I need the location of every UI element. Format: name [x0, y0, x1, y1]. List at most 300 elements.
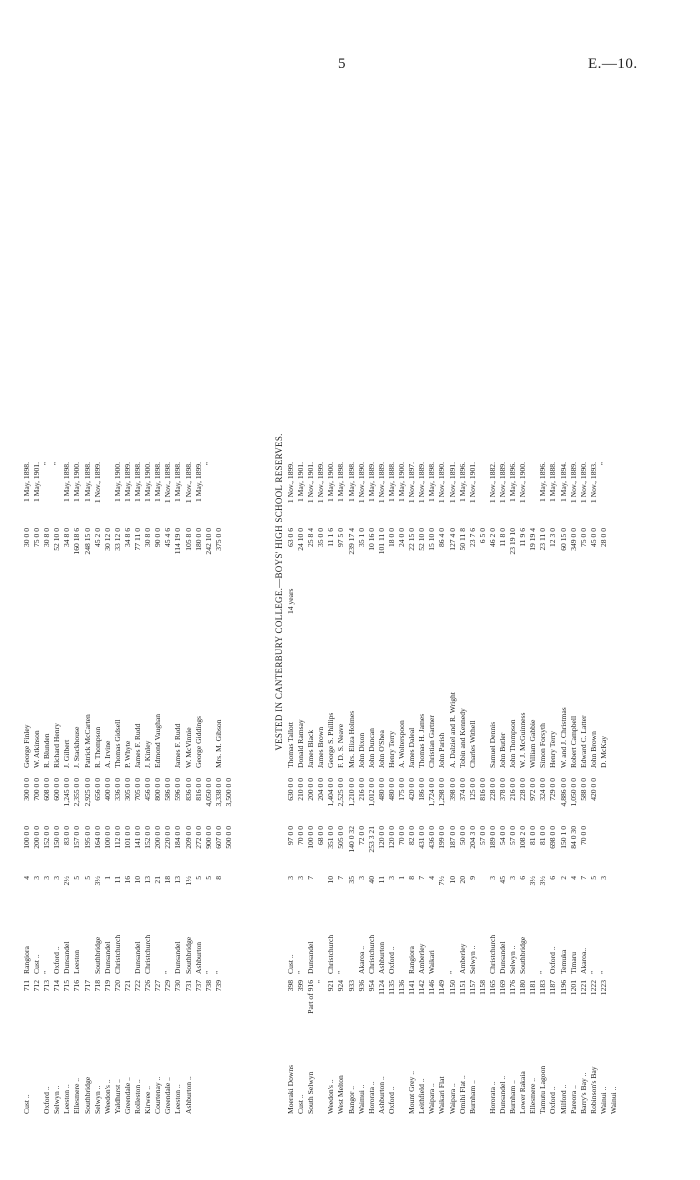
- table-cell: 3: [32, 876, 42, 880]
- table-cell: 1 Nov., 1890.: [578, 462, 588, 504]
- column-commenced: [22, 462, 224, 522]
- table-cell: Christian Gartner: [427, 715, 437, 768]
- table-cell: 81 0 0: [538, 826, 548, 845]
- table-cell: [397, 904, 407, 974]
- table-cell: [72, 574, 82, 614]
- table-cell: Charles Withell: [467, 720, 477, 768]
- table-cell: 14 years: [286, 588, 295, 614]
- table-cell: 596 0 0: [173, 778, 183, 801]
- table-cell: Thomas Tallott: [286, 722, 295, 768]
- table-cell: 1: [102, 876, 112, 880]
- table-cell: [133, 574, 143, 614]
- table-cell: 1151: [457, 980, 467, 995]
- table-cell: 19 19 4: [528, 528, 538, 551]
- table-cell: Edward C. Latter: [578, 715, 588, 768]
- table-cell: 1222: [588, 980, 598, 996]
- table-cell: 305 0 0: [122, 778, 132, 801]
- table-cell: 228 0 0: [487, 778, 497, 801]
- table-cell: [478, 876, 488, 900]
- table-cell: W. Atkinson: [32, 730, 42, 768]
- table-cell: 600 0 0: [52, 778, 62, 801]
- table-cell: Southbridge: [518, 936, 528, 974]
- table-cell: [538, 574, 548, 614]
- table-cell: ": [538, 970, 548, 974]
- table-cell: 23 7 6: [467, 528, 477, 547]
- table-cell: 705 0 0: [133, 778, 143, 801]
- table-cell: 1,050 0 0: [568, 778, 578, 807]
- column-value: [22, 778, 234, 822]
- table-cell: 7: [417, 876, 427, 880]
- table-cell: 349 0 0: [568, 528, 578, 551]
- table-cell: 3: [508, 876, 518, 880]
- table-cell: 722: [133, 980, 143, 992]
- table-cell: 16: [122, 876, 132, 884]
- table-cell: 1 May, 1899.: [122, 462, 132, 503]
- column-area: [286, 826, 589, 868]
- table-cell: 204 3 0: [467, 826, 477, 849]
- column-term: [22, 876, 224, 900]
- table-cell: Greendale ..: [122, 1077, 132, 1114]
- table-cell: Leeston ..: [62, 1084, 72, 1114]
- table-cell: 7: [578, 876, 588, 880]
- table-cell: [204, 574, 214, 614]
- table-cell: [316, 574, 326, 614]
- table-cell: ": [447, 970, 457, 974]
- table-cell: 140 0 32: [346, 826, 356, 853]
- table-cell: 184 0 0: [173, 826, 183, 849]
- table-cell: 157 0 0: [72, 826, 82, 849]
- table-cell: 933: [346, 980, 356, 992]
- table-cell: 45: [497, 876, 507, 884]
- table-cell: 112 0 0: [112, 826, 122, 849]
- table-cell: Selwyn ..: [467, 945, 477, 974]
- table-cell: Ellesmere ..: [528, 1077, 538, 1114]
- table-cell: [194, 1036, 204, 1114]
- table-cell: Oxford ..: [548, 1086, 558, 1114]
- table-cell: 1 May, 1898.: [82, 462, 92, 503]
- table-cell: Ashburton: [193, 941, 203, 974]
- table-cell: Ashburton ..: [183, 1076, 193, 1114]
- table-cell: Southbridge: [92, 936, 102, 974]
- table-cell: R. Blunden: [42, 733, 52, 768]
- table-cell: 1 Nov., 1890.: [437, 462, 447, 504]
- table-cell: 20: [457, 876, 467, 884]
- table-cell: Selwyn ..: [52, 1085, 62, 1114]
- table-cell: 1124: [376, 980, 386, 995]
- table-cell: Southbridge: [183, 936, 193, 974]
- table-cell: [569, 574, 579, 614]
- table-cell: Temuka: [558, 949, 568, 974]
- table-cell: 8: [407, 876, 417, 880]
- table-cell: 77 11 0: [133, 528, 143, 551]
- table-cell: 5: [203, 876, 213, 880]
- table-cell: 1176: [508, 980, 518, 995]
- table-cell: 726: [143, 980, 153, 992]
- table-cell: 3: [52, 876, 62, 880]
- table-cell: [123, 904, 133, 974]
- table-cell: 714: [52, 980, 62, 992]
- table-cell: 3,338 0 0: [213, 778, 223, 807]
- table-cell: J. Stackhouse: [72, 726, 82, 768]
- table-cell: [296, 574, 306, 614]
- table-cell: [194, 574, 204, 614]
- table-cell: ": [163, 970, 173, 974]
- table-cell: 83 0 0: [62, 826, 72, 845]
- table-cell: 816 0 0: [193, 778, 203, 801]
- table-cell: Selwyn ..: [92, 1085, 102, 1114]
- table-cell: 730: [173, 980, 183, 992]
- table-cell: [123, 574, 133, 614]
- table-cell: James Daleal: [407, 727, 417, 768]
- table-cell: 1 May, 1900.: [397, 462, 407, 503]
- table-cell: 57 0 0: [477, 826, 487, 845]
- column-district: [286, 1036, 619, 1114]
- table-cell: 1 Nov., 1889.: [417, 462, 427, 504]
- table-cell: 3: [356, 876, 366, 880]
- table-cell: [103, 574, 113, 614]
- table-cell: 7½: [437, 876, 447, 886]
- table-cell: 1 May, 1899.: [193, 462, 203, 503]
- table-cell: 248 15 0: [82, 528, 92, 555]
- table-cell: Oxford ..: [386, 946, 396, 974]
- table-cell: [184, 574, 194, 614]
- table-cell: James F. Rudd: [133, 723, 143, 768]
- table-cell: [52, 574, 62, 614]
- table-cell: Richard Henry: [52, 723, 62, 768]
- table-cell: 698 0 0: [548, 826, 558, 849]
- table-cell: Amberley: [417, 943, 427, 974]
- table-cell: 936: [356, 980, 366, 992]
- table-cell: 11 8 0: [497, 528, 507, 547]
- table-cell: W. J. McGuinness: [518, 712, 528, 768]
- table-cell: 15 10 0: [427, 528, 437, 551]
- table-cell: Patrick McCarten: [82, 714, 92, 768]
- table-cell: 1 May, 1898.: [346, 462, 356, 503]
- table-cell: [518, 574, 528, 614]
- table-cell: [599, 574, 609, 614]
- table-cell: [478, 574, 488, 614]
- table-cell: Cust ..: [296, 1094, 306, 1114]
- table-cell: 220 0 0: [163, 826, 173, 849]
- column-period: [286, 574, 609, 614]
- table-cell: 30 8 0: [143, 528, 153, 547]
- table-cell: 189 0 0: [487, 826, 497, 849]
- table-cell: J. Kinley: [143, 740, 153, 768]
- table-cell: 398 0 0: [447, 778, 457, 801]
- table-cell: 90 0 0: [153, 528, 163, 547]
- table-cell: 209 0 0: [183, 826, 193, 849]
- table-cell: [397, 574, 407, 614]
- table-cell: 84 0 30: [568, 826, 578, 849]
- table-cell: [397, 1036, 407, 1114]
- table-cell: Dunsandel ..: [497, 1075, 507, 1114]
- table-cell: 420 0 0: [588, 778, 598, 801]
- column-road-district: [22, 904, 224, 974]
- table-cell: 739: [213, 980, 223, 992]
- table-cell: ": [336, 970, 346, 974]
- table-cell: [22, 574, 32, 614]
- table-cell: Cust ..: [286, 954, 295, 974]
- table-cell: 18: [163, 876, 173, 884]
- table-cell: R. Thompson: [92, 726, 102, 768]
- table-cell: 52 10 0: [417, 528, 427, 551]
- table-cell: 1158: [477, 980, 487, 995]
- table-cell: 75 0 0: [32, 528, 42, 547]
- table-cell: 924: [336, 980, 346, 992]
- table-cell: 6: [548, 876, 558, 880]
- table-cell: 24 10 0: [296, 528, 306, 551]
- table-cell: 1187: [548, 980, 558, 995]
- table-cell: 8: [213, 876, 223, 880]
- table-cell: 13: [143, 876, 153, 884]
- table-cell: 608 0 0: [42, 778, 52, 801]
- table-cell: 1 May, 1901.: [296, 462, 306, 503]
- table-cell: George Giddings: [193, 716, 203, 768]
- table-cell: James Brown: [316, 726, 326, 768]
- table-cell: 72 0 0: [356, 826, 366, 845]
- table-cell: 607 0 0: [213, 826, 223, 849]
- table-cell: Ashburton ..: [376, 1076, 386, 1114]
- table-cell: 1157: [467, 980, 477, 995]
- table-cell: 712: [32, 980, 42, 992]
- table-cell: 101 0 0: [122, 826, 132, 849]
- table-cell: William Gabbie: [528, 719, 538, 768]
- table-section-2: [286, 70, 676, 1114]
- table-cell: 10: [326, 876, 336, 884]
- table-cell: 700 0 0: [32, 778, 42, 801]
- table-cell: [153, 574, 163, 614]
- table-cell: [163, 574, 173, 614]
- table-cell: Robert Campbell: [568, 715, 578, 768]
- table-cell: 1,012 0 0: [366, 778, 376, 807]
- table-cell: 4: [568, 876, 578, 880]
- table-cell: 100 0 0: [102, 826, 112, 849]
- table-cell: 1135: [386, 980, 396, 995]
- table-cell: 378 0 0: [497, 778, 507, 801]
- table-cell: 30 8 0: [42, 528, 52, 547]
- table-cell: 1 May, 1896.: [508, 462, 518, 503]
- table-cell: 1150: [447, 980, 457, 995]
- table-cell: 152 0 0: [143, 826, 153, 849]
- table-cell: 13: [173, 876, 183, 884]
- table-cell: 1 May, 1888.: [386, 462, 396, 503]
- table-cell: 50 11 8: [457, 528, 467, 551]
- table-cell: 300 0 0: [22, 778, 31, 801]
- column-district: [22, 1036, 214, 1114]
- table-cell: 28 0 0: [598, 528, 608, 547]
- page-number: 5: [338, 56, 346, 72]
- table-cell: 1 Nov., 1891.: [447, 462, 457, 504]
- table-cell: [528, 462, 538, 522]
- table-cell: Waikari: [427, 950, 437, 974]
- table-cell: 1 May, 1896.: [538, 462, 548, 503]
- table-cell: 127 4 0: [447, 528, 457, 551]
- table-cell: 1169: [497, 980, 507, 995]
- table-cell: 1 Nov., 1893.: [588, 462, 598, 504]
- table-cell: ": [598, 462, 608, 466]
- table-cell: 1149: [437, 980, 447, 995]
- table-cell: ": [296, 970, 306, 974]
- table-cell: W. McVinnie: [183, 727, 193, 768]
- table-cell: 70 0 0: [578, 826, 588, 845]
- table-cell: 737: [193, 980, 203, 992]
- table-cell: Oxford ..: [52, 946, 62, 974]
- table-cell: 40: [366, 876, 376, 884]
- table-cell: Southbridge: [82, 1076, 92, 1114]
- table-cell: 729 0 0: [548, 778, 558, 801]
- table-cell: 719: [102, 980, 112, 992]
- table-cell: 3: [286, 876, 295, 880]
- table-cell: 1 Nov., 1901.: [306, 462, 316, 504]
- table-cell: Ellesmere ..: [72, 1077, 82, 1114]
- table-cell: [42, 574, 52, 614]
- table-cell: 718: [92, 980, 102, 992]
- table-cell: [427, 574, 437, 614]
- table-cell: Bangor ..: [346, 1085, 356, 1114]
- table-cell: 816 0 0: [477, 778, 487, 801]
- table-cell: 586 0 0: [163, 778, 173, 801]
- table-cell: 336 0 0: [112, 778, 122, 801]
- table-cell: 1,298 0 0: [437, 778, 447, 807]
- table-cell: [528, 904, 538, 974]
- table-cell: 1 May, 1898.: [133, 462, 143, 503]
- table-cell: 4: [427, 876, 437, 880]
- table-cell: 1 May, 1898.: [153, 462, 163, 503]
- table-cell: [478, 462, 488, 522]
- table-cell: [367, 574, 377, 614]
- table-cell: 731: [183, 980, 193, 992]
- table-cell: [417, 574, 427, 614]
- table-cell: [83, 574, 93, 614]
- table-cell: 3: [487, 876, 497, 880]
- table-cell: Waipara ..: [427, 1083, 437, 1114]
- table-cell: 23 11 0: [538, 528, 548, 551]
- table-cell: Weedon's ..: [102, 1079, 112, 1114]
- table-cell: ": [316, 980, 326, 984]
- table-cell: 436 0 0: [427, 826, 437, 849]
- table-cell: 1 May, 1898.: [336, 462, 346, 503]
- table-cell: 125 0 0: [467, 778, 477, 801]
- column-rent: [286, 528, 609, 566]
- table-cell: John Thompson: [508, 719, 518, 768]
- table-cell: [336, 574, 346, 614]
- table-cell: Waipara ..: [447, 1083, 457, 1114]
- table-cell: ": [203, 970, 213, 974]
- table-cell: 505 0 0: [336, 826, 346, 849]
- table-cell: Dunsandel: [102, 941, 112, 974]
- table-cell: [214, 462, 224, 522]
- table-cell: [83, 904, 93, 974]
- table-cell: [468, 574, 478, 614]
- table-cell: 420 0 0: [407, 778, 417, 801]
- table-cell: 164 0 0: [92, 826, 102, 849]
- table-cell: Dunsandel: [173, 941, 183, 974]
- table-cell: 108 2 0: [518, 826, 528, 849]
- table-cell: 11: [376, 876, 386, 884]
- table-cell: 100 0 0: [306, 826, 316, 849]
- table-cell: South Selwyn: [306, 1071, 316, 1114]
- table-cell: [508, 574, 518, 614]
- table-cell: [448, 574, 458, 614]
- table-cell: 431 0 0: [417, 826, 427, 849]
- table-cell: 180 0 0: [193, 528, 203, 551]
- table-cell: ": [588, 970, 598, 974]
- table-cell: [498, 574, 508, 614]
- table-cell: 4: [22, 876, 31, 880]
- table-cell: 1 Nov., 1889.: [568, 462, 578, 504]
- table-cell: [377, 574, 387, 614]
- table-cell: ": [42, 970, 52, 974]
- table-cell: 374 0 0: [457, 778, 467, 801]
- table-cell: 500 0 0: [223, 826, 233, 849]
- table-cell: 100 0 0: [22, 826, 31, 849]
- table-section-1: [22, 70, 272, 1114]
- table-cell: 1 Nov., 1901.: [467, 462, 477, 504]
- table-cell: Christchurch: [143, 934, 153, 974]
- table-cell: 30 0 0: [22, 528, 31, 547]
- column-commenced: [286, 462, 609, 522]
- table-cell: 1221: [578, 980, 588, 996]
- table-cell: 30 12 0: [102, 528, 112, 551]
- table-cell: Henry Terry: [548, 730, 558, 768]
- table-cell: Robinson's Bay: [588, 1066, 598, 1114]
- table-cell: 204 0 0: [316, 778, 326, 801]
- table-cell: 1 Nov., 1890.: [356, 462, 366, 504]
- table-cell: 324 0 0: [538, 778, 548, 801]
- table-cell: 1 Nov., 1900.: [518, 462, 528, 504]
- table-cell: 717: [82, 980, 92, 992]
- table-cell: 1201: [568, 980, 578, 996]
- table-cell: 656 0 0: [92, 778, 102, 801]
- table-cell: ": [213, 970, 223, 974]
- table-cell: Weedon's ..: [326, 1079, 336, 1114]
- table-cell: 1 May, 1898.: [173, 462, 183, 503]
- table-cell: Timaru: [568, 951, 578, 974]
- table-cell: 5: [193, 876, 203, 880]
- table-cell: [326, 574, 336, 614]
- table-cell: [32, 1036, 42, 1114]
- column-term: [286, 876, 609, 900]
- table-cell: 1142: [417, 980, 427, 995]
- table-cell: Oxford ..: [548, 946, 558, 974]
- table-cell: [32, 574, 42, 614]
- table-cell: 75 0 0: [578, 528, 588, 547]
- column-lessee: [286, 618, 609, 768]
- table-cell: [347, 904, 357, 974]
- table-cell: Oxford ..: [42, 1086, 52, 1114]
- column-reserve-no: [22, 980, 224, 1032]
- table-cell: 18 0 0: [386, 528, 396, 547]
- table-cell: 24 0 0: [397, 528, 407, 547]
- table-cell: Dunsandel: [306, 941, 316, 974]
- table-cell: 3½: [528, 876, 538, 886]
- table-cell: 1: [397, 876, 407, 880]
- table-cell: 200 0 0: [32, 826, 42, 849]
- table-cell: [437, 904, 447, 974]
- table-cell: [357, 574, 367, 614]
- table-cell: 480 0 0: [386, 778, 396, 801]
- table-cell: 5: [82, 876, 92, 880]
- table-cell: Hororata ..: [487, 1081, 497, 1114]
- table-cell: Thomas H. James: [417, 713, 427, 768]
- table-cell: 195 0 0: [82, 826, 92, 849]
- table-cell: 120 0 0: [376, 826, 386, 849]
- table-cell: Dunsandel: [62, 941, 72, 974]
- table-cell: 34 8 0: [62, 528, 72, 547]
- table-cell: 1181: [528, 980, 538, 995]
- table-cell: 10: [133, 876, 143, 884]
- table-cell: 4,886 0 0: [558, 778, 568, 807]
